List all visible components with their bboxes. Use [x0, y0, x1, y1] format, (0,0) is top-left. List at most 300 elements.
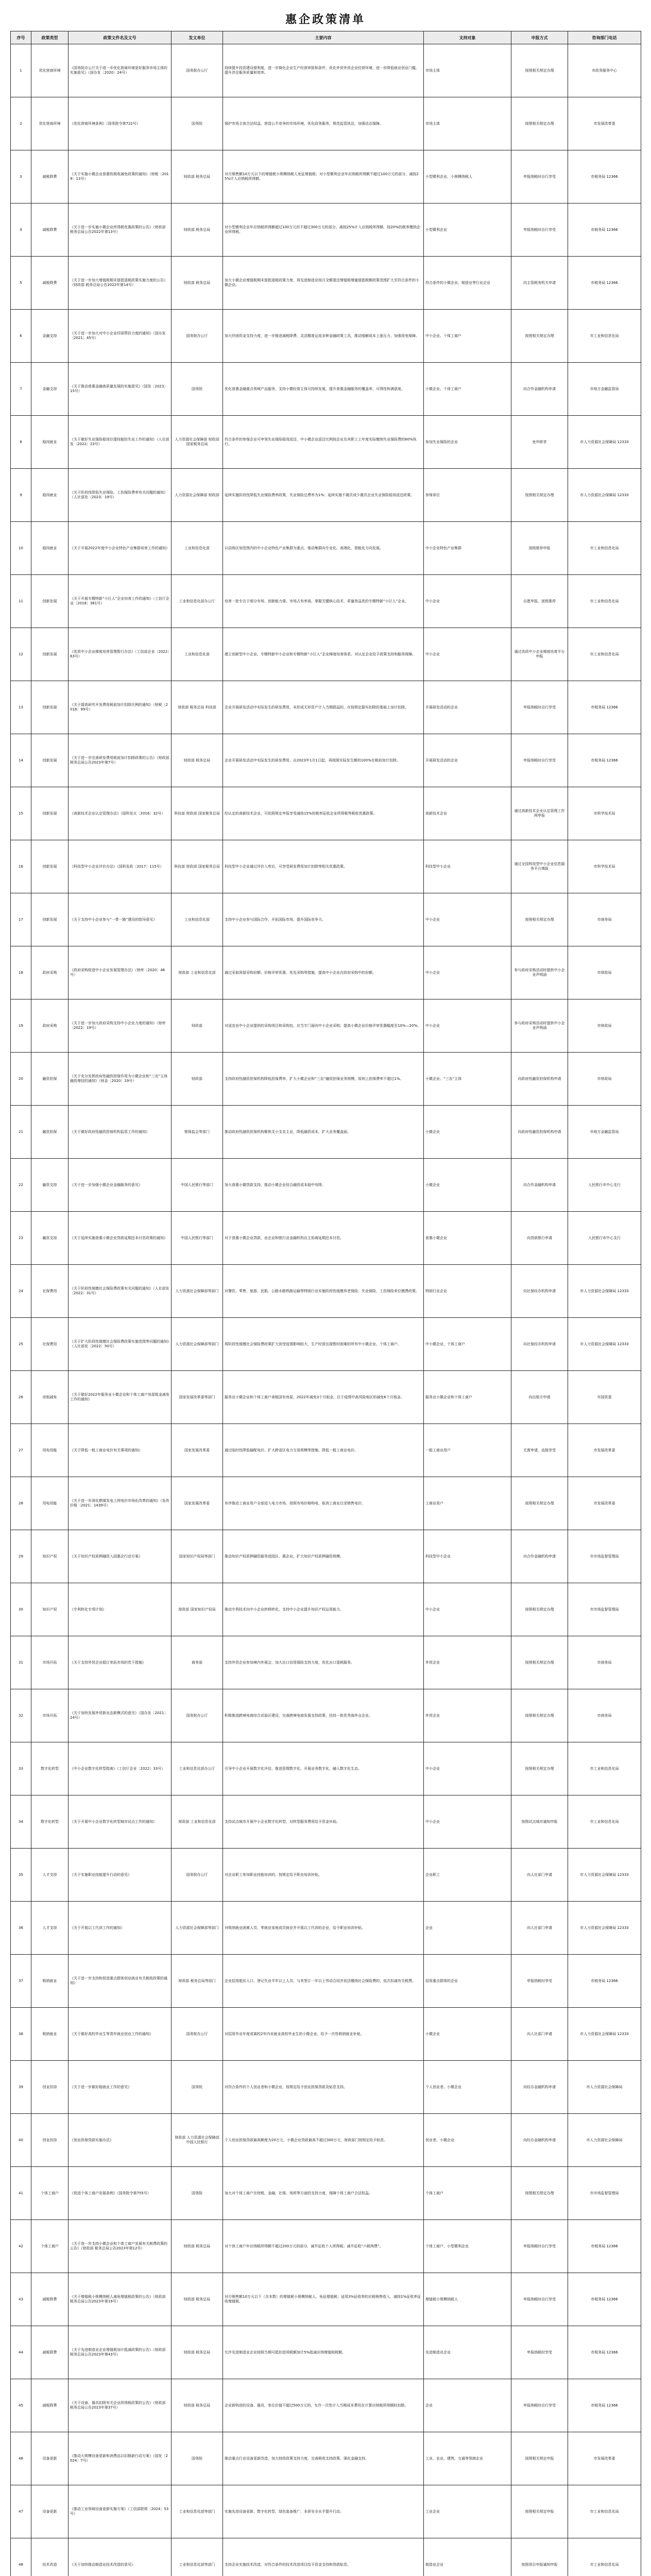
cell-content: 推动政府性融资担保机构聚焦支小支农主业，降低融资成本，扩大业务覆盖面。 — [223, 1106, 424, 1159]
cell-doc: 《关于降低一般工商业电价有关事项的通知》 — [68, 1424, 172, 1477]
cell-issuer: 国务院 — [172, 363, 223, 416]
cell-content: 科技型中小企业通过评价入库后，可享受研发费用加计扣除等相关优惠政策。 — [223, 840, 424, 893]
cell-type: 创业扶持 — [31, 2114, 68, 2167]
cell-content: 加大小微企业增值税期末留抵退税政策力度，将先进制造业按月全额退还增值税增量留抵税额政策范围扩大至符合条件的小微企业。 — [223, 257, 424, 310]
cell-type: 人才支持 — [31, 1849, 68, 1902]
cell-issuer: 中国人民银行等部门 — [172, 1212, 223, 1265]
cell-method: 按照相关规定申报 — [511, 2485, 568, 2538]
cell-doc: 《关于加快发展外贸新业态新模式的意见》（国办发〔2021〕24号） — [68, 1689, 172, 1742]
cell-content: 支持外贸企业参加境内外展会，加大出口信用保险支持力度，优化出口退税服务。 — [223, 1636, 424, 1689]
table-row — [11, 1742, 641, 1795]
cell-target: 招用重点群体的企业 — [424, 1955, 511, 2008]
cell-method: 向合作金融机构申请 — [511, 1159, 568, 1212]
cell-contact: 市国资委 — [568, 1371, 641, 1424]
cell-contact: 市科学技术局 — [568, 840, 641, 893]
cell-content: 保护市场主体合法权益，营造公平竞争的市场环境，优化政务服务，规范监管执法，加强法治保障。 — [223, 97, 424, 150]
cell-type: 人才支持 — [31, 1902, 68, 1955]
cell-contact: 市工业和信息化局 — [568, 575, 641, 628]
cell-issuer: 人力资源社会保障部 财政部 国家税务总局 — [172, 416, 223, 469]
cell-contact: 市财政局 — [568, 946, 641, 999]
cell-issuer: 国务院办公厅 — [172, 1689, 223, 1742]
cell-issuer: 财政部 人力资源社会保障部 中国人民银行 — [172, 2114, 223, 2167]
cell-no: 9 — [11, 469, 31, 522]
cell-doc: 《关于开展中小企业数字化转型城市试点工作的通知》 — [68, 1795, 172, 1849]
cell-issuer: 财政部 工业和信息化部 — [172, 1795, 223, 1849]
cell-type: 创新发展 — [31, 575, 68, 628]
cell-contact: 市工业和信息化局 — [568, 2485, 641, 2538]
cell-no: 18 — [11, 946, 31, 999]
table-row — [11, 310, 641, 363]
cell-method: 逐级推荐申报 — [511, 522, 568, 575]
cell-no: 14 — [11, 734, 31, 787]
cell-content: 经认定的高新技术企业，可依照规定申报享受减按15%的税率征收企业所得税等税收优惠政策。 — [223, 787, 424, 840]
cell-no: 20 — [11, 1053, 31, 1106]
cell-target: 工业、农业、建筑、交通等领域企业 — [424, 2432, 511, 2485]
cell-target: 中小企业 — [424, 1795, 511, 1849]
cell-method: 按照相关规定办理 — [511, 1583, 568, 1636]
table-row — [11, 2485, 641, 2538]
cell-method: 申报纳税时自行享受 — [511, 681, 568, 734]
cell-doc: 《关于开展以工代训工作的通知》 — [68, 1902, 172, 1955]
cell-doc: 《推动大规模设备更新和消费品以旧换新行动方案》（国发〔2024〕7号） — [68, 2432, 172, 2485]
cell-contact: 人民银行市中心支行 — [568, 1212, 641, 1265]
cell-content: 对月销售额10万元以下的增值税小规模纳税人免征增值税；对小型微利企业年应纳税所得额不超过100万元的部分，减按25%计入应纳税所得额。 — [223, 150, 424, 204]
cell-target: 增值税小规模纳税人 — [424, 2273, 511, 2326]
cell-doc: 《关于扩大阶段性缓缴社会保险费政策实施范围等问题的通知》（人社部发〔2022〕50号） — [68, 1318, 172, 1371]
cell-no: 22 — [11, 1159, 31, 1212]
cell-method: 申报纳税时自行享受 — [511, 2379, 568, 2432]
cell-issuer: 工业和信息化部 — [172, 628, 223, 681]
cell-issuer: 国务院 — [172, 2167, 223, 2220]
cell-issuer: 国务院 — [172, 2061, 223, 2114]
table-row — [11, 1689, 641, 1742]
cell-contact: 市发展改革委 — [568, 2432, 641, 2485]
cell-target: 科技型中小企业 — [424, 1530, 511, 1583]
cell-doc: 《关于进一步支持小微企业和个体工商户发展有关税费政策的公告》（财政部 税务总局公告2023年第12号） — [68, 2220, 172, 2273]
cell-content: 对餐饮、零售、旅游、民航、公路水路铁路运输等特困行业实施阶段性缓缴养老保险、失业保险、工伤保险单位缴费政策。 — [223, 1265, 424, 1318]
cell-no: 8 — [11, 416, 31, 469]
cell-no: 35 — [11, 1849, 31, 1902]
cell-type: 设备更新 — [31, 2432, 68, 2485]
cell-issuer: 工业和信息化部办公厅 — [172, 575, 223, 628]
cell-target: 小型微利企业 — [424, 204, 511, 257]
table-row — [11, 1265, 641, 1318]
cell-doc: 《关于实施职业技能提升行动的意见》 — [68, 1849, 172, 1902]
cell-method: 通过高新技术企业认定管理工作网申报 — [511, 787, 568, 840]
cell-method: 向出租方申请 — [511, 1371, 568, 1424]
cell-contact: 市人力资源社会保障局 12333 — [568, 1849, 641, 1902]
table-row — [11, 681, 641, 734]
table-row — [11, 2326, 641, 2379]
cell-method: 向合作金融机构申请 — [511, 1530, 568, 1583]
cell-content: 培育一批专注于细分市场、创新能力强、市场占有率高、掌握关键核心技术、质量效益优的专精特新“小巨人”企业。 — [223, 575, 424, 628]
cell-type: 减税降费 — [31, 257, 68, 310]
cell-method: 申报纳税时自行享受 — [511, 2220, 568, 2273]
cell-contact: 市人力资源社会保障局 12333 — [568, 469, 641, 522]
cell-type: 市场开拓 — [31, 1689, 68, 1742]
cell-no: 30 — [11, 1583, 31, 1636]
cell-method: 参与政府采购活动时提供中小企业声明函 — [511, 999, 568, 1053]
cell-type: 稳岗就业 — [31, 522, 68, 575]
cell-content: 推动重点行业设备更新改造，加大财政政策支持力度，完善税收支持政策，强化金融支持。 — [223, 2432, 424, 2485]
cell-method: 按照相关规定办理 — [511, 1742, 568, 1795]
cell-no: 41 — [11, 2167, 31, 2220]
cell-contact: 市税务局 12366 — [568, 150, 641, 204]
cell-doc: 《促进个体工商户发展条例》（国务院令第755号） — [68, 2167, 172, 2220]
cell-doc: 《关于进一步加大增值税期末留抵退税政策实施力度的公告》（财政部 税务总局公告2022年第14号） — [68, 257, 172, 310]
cell-doc: 《关于开展2022年度中小企业特色产业集群培育工作的通知》 — [68, 522, 172, 575]
table-row — [11, 2114, 641, 2167]
cell-method: 申报纳税时自行享受 — [511, 2273, 568, 2326]
cell-type: 优化营商环境 — [31, 97, 68, 150]
cell-content: 加大对个体工商户在财税、金融、社保、场所等方面的支持力度，保障个体工商户合法权益。 — [223, 2167, 424, 2220]
header-type: 政策类型 — [31, 31, 68, 44]
cell-method: 按照相关规定办理 — [511, 2167, 568, 2220]
cell-method: 向人社部门申请 — [511, 1849, 568, 1902]
cell-method: 向政府性融资担保机构申请 — [511, 1106, 568, 1159]
cell-issuer: 财政部 税务总局 — [172, 257, 223, 310]
cell-doc: 《优化营商环境条例》（国务院令第722号） — [68, 97, 172, 150]
cell-target: 开展研发活动的企业 — [424, 681, 511, 734]
cell-doc: 《高新技术企业认定管理办法》（国科发火〔2016〕32号） — [68, 787, 172, 840]
cell-doc: 《创业担保贷款实施办法》 — [68, 2114, 172, 2167]
cell-content: 引导中小企业开展数字化评估、推进管理数字化、开展业务数字化、融入数字化生态。 — [223, 1742, 424, 1795]
cell-target: 工商业用户 — [424, 1477, 511, 1530]
cell-method: 按照试点城市通知申报 — [511, 1795, 568, 1849]
cell-type: 社保费用 — [31, 1318, 68, 1371]
cell-content: 个人创业担保贷款最高额度为20万元，小微企业贷款最高不超过300万元，财政部门按规定给予贴息。 — [223, 2114, 424, 2167]
cell-method: 按照相关规定办理 — [511, 1636, 568, 1689]
cell-no: 47 — [11, 2485, 31, 2538]
cell-issuer: 人力资源社会保障部等部门 — [172, 1318, 223, 1371]
cell-target: 特困行业企业 — [424, 1265, 511, 1318]
cell-contact: 市税务局 12366 — [568, 2379, 641, 2432]
cell-method: 申报纳税时自行享受 — [511, 734, 568, 787]
cell-type: 创新发展 — [31, 681, 68, 734]
cell-doc: 《关于增值税小规模纳税人减免增值税政策的公告》（财政部 税务总局公告2023年第19号） — [68, 2273, 172, 2326]
cell-no: 33 — [11, 1742, 31, 1795]
cell-contact: 市工业和信息化局 — [568, 310, 641, 363]
cell-target: 企业职工 — [424, 1849, 511, 1902]
cell-target: 小型微利企业、小规模纳税人 — [424, 150, 511, 204]
cell-contact: 市工业和信息化局 — [568, 628, 641, 681]
cell-no: 11 — [11, 575, 31, 628]
cell-target: 中小企业 — [424, 628, 511, 681]
cell-target: 小微企业、个体工商户 — [424, 363, 511, 416]
cell-method: 免申即享 — [511, 416, 568, 469]
cell-target: 中小企业、个体工商户 — [424, 310, 511, 363]
cell-type: 稳岗就业 — [31, 469, 68, 522]
table-row — [11, 2273, 641, 2326]
policy-table — [10, 31, 641, 2576]
cell-issuer: 国务院办公厅 — [172, 44, 223, 97]
cell-doc: 《关于提高研究开发费用税前加计扣除比例的通知》（财税〔2018〕99号） — [68, 681, 172, 734]
cell-content: 对企业职工参加职业技能培训的，按规定给予职业培训补贴。 — [223, 1849, 424, 1902]
cell-content: 允许先进制造业企业按照当期可抵扣进项税额加计5%抵减应纳增值税税额。 — [223, 2326, 424, 2379]
cell-type: 减税降费 — [31, 2326, 68, 2379]
cell-doc: 《关于做好政府性融资担保机构监管工作的通知》 — [68, 1106, 172, 1159]
cell-contact: 市税务局 12366 — [568, 734, 641, 787]
cell-content: 符合条件的参保企业可申领失业保险稳岗返还，中小微企业返还比例按企业及其职工上年度实际缴纳失业保险费的60%执行。 — [223, 416, 424, 469]
cell-type: 金融支持 — [31, 363, 68, 416]
cell-contact: 市税务局 12366 — [568, 257, 641, 310]
table-row — [11, 2061, 641, 2114]
cell-content: 企业招用脱贫人口、登记失业半年以上人员，与其签订一年以上劳动合同并依法缴纳社会保险费的，依次扣减有关税费。 — [223, 1955, 424, 2008]
cell-target: 市场主体 — [424, 97, 511, 150]
cell-no: 31 — [11, 1636, 31, 1689]
cell-content: 优化普惠金融重点领域产品服务，支持小微经营主体可持续发展，提升普惠金融服务的覆盖率、可得性和满意度。 — [223, 363, 424, 416]
cell-content: 将阶段性缓缴社会保险费政策扩大到受疫情影响较大、生产经营出现暂时困难的所有中小微企业、个体工商户。 — [223, 1318, 424, 1371]
cell-contact: 市人力资源社会保障局 12333 — [568, 1318, 641, 1371]
cell-target: 外贸企业 — [424, 1636, 511, 1689]
table-row — [11, 2538, 641, 2576]
cell-target: 中小企业 — [424, 946, 511, 999]
cell-target: 高新技术企业 — [424, 787, 511, 840]
cell-issuer: 人力资源社会保障部 财政部 — [172, 469, 223, 522]
cell-issuer: 国务院 — [172, 97, 223, 150]
cell-target: 创业者、小微企业 — [424, 2114, 511, 2167]
cell-content: 以县级区划范围内的中小企业特色产业集群为重点，推动集群向专业化、高端化、智能化方向发展。 — [223, 522, 424, 575]
cell-type: 创新发展 — [31, 893, 68, 946]
cell-no: 43 — [11, 2273, 31, 2326]
cell-issuer: 人力资源社会保障部等部门 — [172, 1902, 223, 1955]
cell-method: 申报纳税时自行享受 — [511, 150, 568, 204]
cell-type: 创新发展 — [31, 628, 68, 681]
cell-type: 知识产权 — [31, 1530, 68, 1583]
cell-target: 中小企业特色产业集群 — [424, 522, 511, 575]
cell-type: 创新发展 — [31, 840, 68, 893]
cell-doc: 《关于做好失业保险稳岗位提技能防失业工作的通知》（人社部发〔2022〕23号） — [68, 416, 172, 469]
cell-doc: 《关于延续实施普惠小微企业贷款延期还本付息政策的通知》 — [68, 1212, 172, 1265]
cell-target: 中小企业 — [424, 893, 511, 946]
cell-contact: 市地方金融监管局 — [568, 363, 641, 416]
cell-type: 政府采购 — [31, 946, 68, 999]
cell-doc: 《中小企业数字化转型指南》（工信厅企业〔2022〕33号） — [68, 1742, 172, 1795]
cell-type: 融资担保 — [31, 1053, 68, 1106]
cell-doc: 《关于先进制造业企业增值税加计抵减政策的公告》（财政部 税务总局公告2023年第43号） — [68, 2326, 172, 2379]
cell-type: 创业扶持 — [31, 2061, 68, 2114]
header-no: 序号 — [11, 31, 31, 44]
cell-contact: 市市场监督管理局 — [568, 2167, 641, 2220]
cell-content: 加大纾困资金支持力度，进一步推进减税降费，灵活精准运用多种金融政策工具，推动缓解成本上涨压力，加强用电保障。 — [223, 310, 424, 363]
table-row — [11, 363, 641, 416]
cell-contact: 市商务局 — [568, 1689, 641, 1742]
cell-contact: 市商务局 — [568, 893, 641, 946]
table-row — [11, 840, 641, 893]
cell-type: 减税降费 — [31, 150, 68, 204]
cell-target: 参加失业保险的企业 — [424, 416, 511, 469]
cell-content: 服务业小微企业和个体工商户承租国有房屋，2022年减免3个月租金，位于疫情中高风险地区的减免6个月租金。 — [223, 1371, 424, 1424]
cell-issuer: 工业和信息化部 — [172, 522, 223, 575]
cell-target: 中小微企业、个体工商户 — [424, 1318, 511, 1371]
cell-no: 28 — [11, 1477, 31, 1530]
cell-type: 创新发展 — [31, 787, 68, 840]
cell-method: 向经办金融机构申请 — [511, 2114, 568, 2167]
cell-issuer: 国家发展改革委 — [172, 1424, 223, 1477]
cell-no: 24 — [11, 1265, 31, 1318]
cell-content: 对个体工商户年应纳税所得额不超过200万元的部分，减半征收个人所得税；减半征收“六税两费”。 — [223, 2220, 424, 2273]
cell-doc: 《优质中小企业梯度培育管理暂行办法》（工信部企业〔2022〕63号） — [68, 628, 172, 681]
cell-doc: 《关于进一步实施小微企业所得税优惠政策的公告》（财政部 税务总局公告2022年第13号） — [68, 204, 172, 257]
cell-method: 通过全国科技型中小企业信息服务平台填报 — [511, 840, 568, 893]
cell-method: 按照相关规定办理 — [511, 469, 568, 522]
cell-method: 参与政府采购活动时提供中小企业声明函 — [511, 946, 568, 999]
table-row — [11, 1636, 641, 1689]
cell-target: 个体工商户、小型微利企业 — [424, 2220, 511, 2273]
cell-content: 推动知识产权质押融资服务进园区、惠企业，扩大知识产权质押融资规模。 — [223, 1530, 424, 1583]
header-target: 支持对象 — [424, 31, 511, 44]
cell-no: 7 — [11, 363, 31, 416]
table-row — [11, 1318, 641, 1371]
cell-contact: 市税务局 12366 — [568, 1955, 641, 2008]
cell-doc: 《关于进一步完善研发费用税前加计扣除政策的公告》（财政部 税务总局公告2023年第7号） — [68, 734, 172, 787]
cell-no: 6 — [11, 310, 31, 363]
cell-no: 10 — [11, 522, 31, 575]
cell-method: 按照相关规定申报 — [511, 2432, 568, 2485]
cell-no: 5 — [11, 257, 31, 310]
cell-doc: 《推动工业领域设备更新实施方案》（工信部联规〔2024〕53号） — [68, 2485, 172, 2538]
cell-doc: 《关于推动普惠金融高质量发展的实施意见》（国发〔2023〕15号） — [68, 363, 172, 416]
cell-target: 先进制造业企业 — [424, 2326, 511, 2379]
cell-content: 推动专利技术向中小企业转移转化，支持中小企业提升知识产权运用能力。 — [223, 1583, 424, 1636]
cell-type: 技术改造 — [31, 2538, 68, 2576]
cell-issuer: 财政部 税务总局等部门 — [172, 1955, 223, 2008]
table-header-row — [11, 31, 641, 44]
cell-target: 符合条件的小微企业、制造业等行业企业 — [424, 257, 511, 310]
cell-doc: 《科技型中小企业评价办法》（国科发政〔2017〕115号） — [68, 840, 172, 893]
cell-issuer: 财政部 税务总局 — [172, 204, 223, 257]
cell-type: 融资支持 — [31, 1159, 68, 1212]
cell-content: 对于普惠小微企业贷款，由企业和银行业金融机构自主协商延期还本付息。 — [223, 1212, 424, 1265]
cell-issuer: 工业和信息化部办公厅 — [172, 1742, 223, 1795]
table-row — [11, 2167, 641, 2220]
table-row — [11, 1053, 641, 1106]
table-row — [11, 946, 641, 999]
cell-doc: 《专利转化专项计划》 — [68, 1583, 172, 1636]
cell-contact: 市发展改革委 — [568, 1477, 641, 1530]
cell-content: 支持企业实施技术改造，对符合条件的技术改造项目给予资金支持和贷款贴息。 — [223, 2538, 424, 2576]
cell-type: 房租减免 — [31, 1371, 68, 1424]
cell-no: 12 — [11, 628, 31, 681]
cell-method: 向人社部门申请 — [511, 2008, 568, 2061]
cell-issuer: 财政部 税务总局 科技部 — [172, 681, 223, 734]
cell-contact: 市科学技术局 — [568, 787, 641, 840]
cell-target: 开展研发活动的企业 — [424, 734, 511, 787]
cell-issuer: 商务部 — [172, 1636, 223, 1689]
table-row — [11, 1424, 641, 1477]
page-title: 惠企政策清单 — [285, 13, 366, 26]
cell-no: 17 — [11, 893, 31, 946]
cell-doc: 《关于设备、器具扣除有关企业所得税政策的公告》（财政部 税务总局公告2023年第37号） — [68, 2379, 172, 2432]
cell-doc: 《关于做好2022年服务业小微企业和个体工商户房屋租金减免工作的通知》 — [68, 1371, 172, 1424]
cell-method: 向主管税务机关申请 — [511, 257, 568, 310]
cell-target: 一般工商业用户 — [424, 1424, 511, 1477]
cell-target: 个人创业者、小微企业 — [424, 2061, 511, 2114]
cell-contact: 市财政局 — [568, 1053, 641, 1106]
cell-no: 25 — [11, 1318, 31, 1371]
table-row — [11, 1955, 641, 2008]
cell-content: 延续实施阶段性降低失业保险费率政策，失业保险总费率为1%；延续实施不裁员或少裁员企业失业保险稳岗返还政策。 — [223, 469, 424, 522]
cell-contact: 市财政局 — [568, 999, 641, 1053]
cell-contact: 市人力资源社会保障局 12333 — [568, 1265, 641, 1318]
cell-doc: 《关于进一步深化燃煤发电上网电价市场化改革的通知》（发改价格〔2021〕1439号） — [68, 1477, 172, 1530]
table-row — [11, 469, 641, 522]
cell-method: 向经办金融机构申请 — [511, 2061, 568, 2114]
header-doc: 政策文件名及文号 — [68, 31, 172, 44]
table-row — [11, 1477, 641, 1530]
cell-content: 积极推进跨境电商综合试验区建设，完善跨境电商发展支持政策，扶持一批优秀海外仓企业。 — [223, 1689, 424, 1742]
cell-no: 36 — [11, 1902, 31, 1955]
cell-target: 小微企业、“三农”主体 — [424, 1053, 511, 1106]
cell-contact: 市市场监督管理局 — [568, 1530, 641, 1583]
cell-type: 个体工商户 — [31, 2167, 68, 2220]
cell-no: 3 — [11, 150, 31, 204]
table-row — [11, 1159, 641, 1212]
cell-doc: 《关于进一步做好稳就业工作的意见》 — [68, 2061, 172, 2114]
table-row — [11, 1795, 641, 1849]
policy-sheet — [10, 8, 641, 2576]
table-row — [11, 1849, 641, 1902]
cell-issuer: 国家发展改革委 — [172, 1477, 223, 1530]
cell-issuer: 财政部 工业和信息化部 — [172, 946, 223, 999]
cell-issuer: 国家发展改革委等部门 — [172, 1371, 223, 1424]
cell-issuer: 人力资源社会保障部等部门 — [172, 1265, 223, 1318]
cell-issuer: 财政部 — [172, 1053, 223, 1106]
cell-contact: 市税务局 12366 — [568, 204, 641, 257]
table-row — [11, 416, 641, 469]
cell-content: 通过临时性降低输配电价、扩大跨省区电力交易规模等措施，降低一般工商业电价。 — [223, 1424, 424, 1477]
cell-type: 设备更新 — [31, 2485, 68, 2538]
cell-target: 企业 — [424, 1902, 511, 1955]
cell-content: 对小型微利企业年应纳税所得额超过100万元但不超过300万元的部分，减按25%计入应纳税所得额，按20%的税率缴纳企业所得税。 — [223, 204, 424, 257]
cell-no: 32 — [11, 1689, 31, 1742]
cell-method: 按照相关规定办理 — [511, 893, 568, 946]
cell-no: 2 — [11, 97, 31, 150]
header-method: 申报方式 — [511, 31, 568, 44]
cell-type: 用电用能 — [31, 1424, 68, 1477]
cell-issuer: 国务院办公厅 — [172, 2008, 223, 2061]
cell-no: 26 — [11, 1371, 31, 1424]
cell-content: 对符合条件的个人创业者和小微企业，按规定给予创业担保贷款及贴息支持。 — [223, 2061, 424, 2114]
cell-issuer: 财政部 国家知识产权局 — [172, 1583, 223, 1636]
table-row — [11, 787, 641, 840]
cell-contact: 市工业和信息化局 — [568, 2538, 641, 2576]
cell-contact: 市工业和信息化局 — [568, 1742, 641, 1795]
cell-contact: 市人力资源社会保障局 12333 — [568, 1902, 641, 1955]
cell-doc: 《关于实施小微企业普惠性税收减免政策的通知》（财税〔2019〕13号） — [68, 150, 172, 204]
cell-doc: 《关于阶段性降低失业保险、工伤保险费率有关问题的通知》（人社部发〔2023〕19号） — [68, 469, 172, 522]
cell-doc: 《关于进一步加大政府采购支持中小企业力度的通知》（财库〔2022〕19号） — [68, 999, 172, 1053]
cell-doc: 《关于进一步加大对中小企业纾困帮扶力度的通知》（国办发〔2021〕45号） — [68, 310, 172, 363]
cell-contact: 市税务局 12366 — [568, 2220, 641, 2273]
cell-no: 21 — [11, 1106, 31, 1159]
cell-type: 创新发展 — [31, 734, 68, 787]
cell-method: 按照项目申报通知申报 — [511, 2538, 568, 2576]
cell-contact: 人民银行市中心支行 — [568, 1159, 641, 1212]
cell-type: 减税降费 — [31, 204, 68, 257]
cell-method: 按照相关规定办理 — [511, 97, 568, 150]
cell-no: 29 — [11, 1530, 31, 1583]
cell-contact: 市人力资源社会保障局 — [568, 2114, 641, 2167]
cell-content: 建立创新型中小企业、专精特新中小企业和专精特新“小巨人”企业梯度培育体系，对认定企业给予政策支持和服务保障。 — [223, 628, 424, 681]
cell-target: 科技型中小企业 — [424, 840, 511, 893]
table-row — [11, 2379, 641, 2432]
cell-no: 46 — [11, 2432, 31, 2485]
cell-content: 企业开展研发活动中实际发生的研发费用，自2023年1月1日起，再按照实际发生额的100%在税前加计扣除。 — [223, 734, 424, 787]
cell-no: 19 — [11, 999, 31, 1053]
cell-type: 政府采购 — [31, 999, 68, 1053]
cell-target: 中小企业 — [424, 1583, 511, 1636]
